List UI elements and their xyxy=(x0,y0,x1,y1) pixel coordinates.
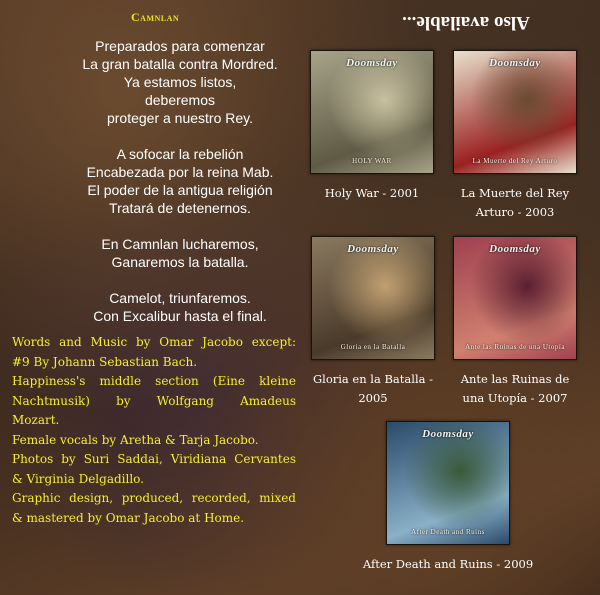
album-caption xyxy=(356,555,540,574)
lyrics-stanza xyxy=(30,235,330,271)
lyric-line: En Camnlan lucharemos, xyxy=(101,236,259,252)
album-caption xyxy=(440,184,590,222)
lyric-line: El poder de la antigua religión xyxy=(87,182,273,198)
credits xyxy=(12,333,296,528)
credit-line: & mastered by Omar Jacobo at Home. xyxy=(12,510,245,525)
album-caption-line: La Muerte del Rey xyxy=(460,186,570,200)
lyrics-stanza xyxy=(30,37,330,127)
lyric-line: deberemos xyxy=(144,92,216,108)
album-caption-line: una Utopía - 2007 xyxy=(462,391,568,405)
band-logo: Doomsday xyxy=(489,243,541,255)
cover-title: La Muerte del Rey Arturo xyxy=(472,157,558,165)
lyrics-stanza xyxy=(30,145,330,217)
cover-title: Ante las Ruinas de una Utopía xyxy=(465,343,565,351)
lyric-line: Preparados para comenzar xyxy=(95,38,265,54)
credit-line: Graphic design, produced, recorded, mixed xyxy=(12,491,296,505)
band-logo: Doomsday xyxy=(489,57,541,69)
credit-line: & Virginia Delgadillo. xyxy=(12,471,144,486)
credit-paragraph xyxy=(12,431,296,451)
album-cover[interactable] xyxy=(311,236,435,360)
album-cover[interactable] xyxy=(310,50,434,174)
album-caption-line: After Death and Ruins - 2009 xyxy=(362,557,534,571)
album-cover[interactable] xyxy=(453,236,577,360)
credit-line: Mozart. xyxy=(12,413,60,427)
lyric-line: La gran batalla contra Mordred. xyxy=(82,56,278,72)
credit-line: Female vocals by Aretha & Tarja Jacobo. xyxy=(12,432,259,447)
album-caption-line: Ante las Ruinas de xyxy=(460,372,570,386)
credit-line: Happiness's middle section (Eine kleine xyxy=(12,374,296,388)
album-caption xyxy=(310,184,434,203)
credit-paragraph xyxy=(12,450,296,489)
credit-paragraph xyxy=(12,489,296,528)
song-title: Camnlan xyxy=(131,10,180,24)
band-logo: Doomsday xyxy=(422,428,474,440)
band-logo: Doomsday xyxy=(347,243,399,255)
album-la-muerte-del-rey-arturo[interactable] xyxy=(440,50,590,222)
album-cover[interactable] xyxy=(453,50,577,174)
album-caption-line: Arturo - 2003 xyxy=(475,205,555,219)
cover-title: After Death and Ruins xyxy=(411,528,485,536)
cover-title: HOLY WAR xyxy=(352,157,392,165)
lyric-line: A sofocar la rebelión xyxy=(116,146,244,162)
lyrics-stanza xyxy=(30,289,330,325)
album-after-death-and-ruins[interactable] xyxy=(356,421,540,574)
album-caption xyxy=(306,370,440,408)
lyric-line: Encabezada por la reina Mab. xyxy=(86,164,274,180)
album-gloria-en-la-batalla[interactable] xyxy=(306,236,440,408)
credit-line: Words and Music by Omar Jacobo except: xyxy=(12,335,296,349)
lyrics xyxy=(30,37,330,343)
credit-paragraph xyxy=(12,372,296,431)
lyric-line: Camelot, triunfaremos. xyxy=(109,290,251,306)
credit-line: Nachtmusik) by Wolfgang Amadeus xyxy=(12,393,296,408)
band-logo: Doomsday xyxy=(346,57,398,69)
lyric-line: Ya estamos listos, xyxy=(123,74,237,90)
album-holy-war[interactable] xyxy=(310,50,434,203)
credit-paragraph xyxy=(12,333,296,372)
lyric-line: Tratará de detenernos. xyxy=(109,200,251,216)
also-available-heading: Also available... xyxy=(402,12,530,33)
album-ante-las-ruinas-de-una-utopia[interactable] xyxy=(440,236,590,408)
lyric-line: Con Excalibur hasta el final. xyxy=(93,308,267,324)
album-caption-line: 2005 xyxy=(358,391,388,405)
lyric-line: proteger a nuestro Rey. xyxy=(106,110,254,126)
credit-line: Photos by Suri Saddai, Viridiana Cervantes xyxy=(12,452,296,466)
album-cover[interactable] xyxy=(386,421,510,545)
album-caption-line: Holy War - 2001 xyxy=(324,186,420,200)
credit-line: #9 By Johann Sebastian Bach. xyxy=(12,354,198,369)
cover-title: Gloria en la Batalla xyxy=(340,343,406,351)
album-caption-line: Gloria en la Batalla - xyxy=(312,372,434,386)
lyric-line: Ganaremos la batalla. xyxy=(111,254,249,270)
album-caption xyxy=(440,370,590,408)
